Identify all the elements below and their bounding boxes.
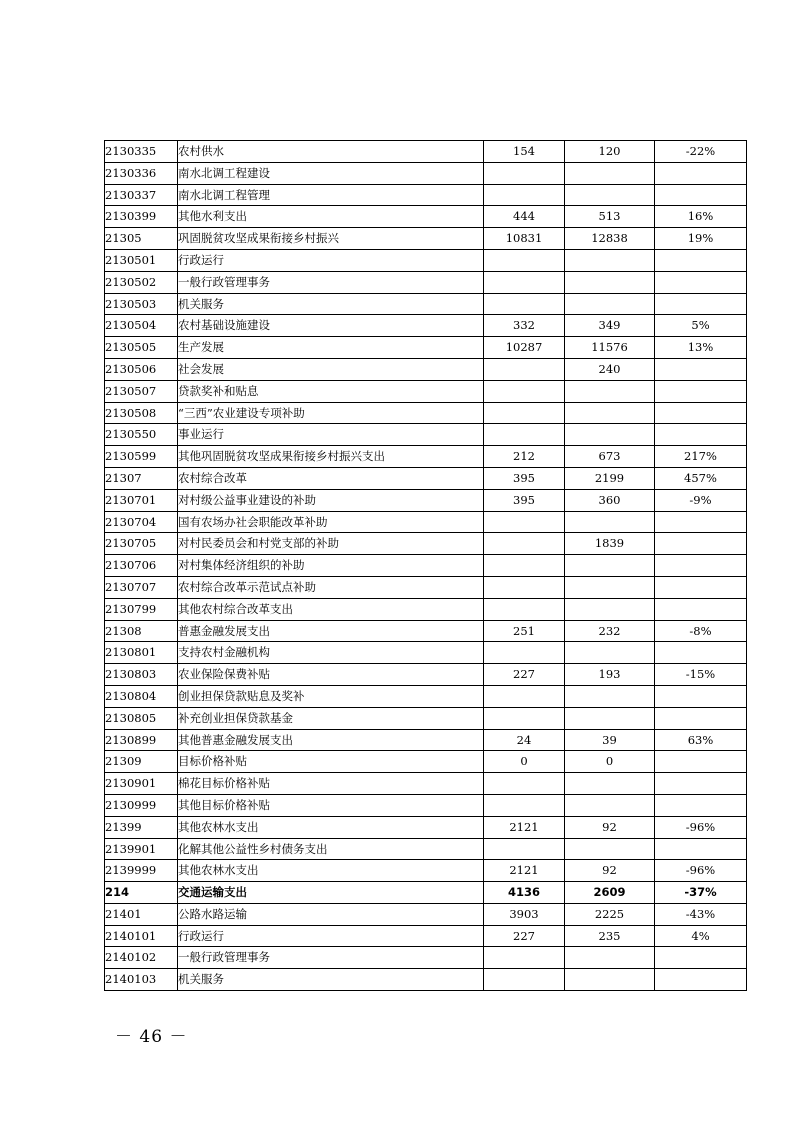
table-row <box>105 467 747 489</box>
row-change-percent <box>655 598 747 620</box>
row-value-current: 92 <box>565 860 655 882</box>
row-code: 2130804 <box>105 685 178 707</box>
row-value-prior <box>484 576 565 598</box>
table-row <box>105 337 747 359</box>
row-code: 2140101 <box>105 925 178 947</box>
row-value-current <box>565 642 655 664</box>
table-row <box>105 402 747 424</box>
row-value-current: 349 <box>565 315 655 337</box>
row-change-percent <box>655 533 747 555</box>
row-change-percent: -96% <box>655 860 747 882</box>
row-code: 2130503 <box>105 293 178 315</box>
row-name: 巩固脱贫攻坚成果衔接乡村振兴 <box>178 228 484 250</box>
row-name: 农村综合改革 <box>178 467 484 489</box>
row-value-prior <box>484 162 565 184</box>
table-row <box>105 860 747 882</box>
row-value-prior: 154 <box>484 141 565 163</box>
row-name: 其他农村综合改革支出 <box>178 598 484 620</box>
row-change-percent <box>655 751 747 773</box>
table-row <box>105 533 747 555</box>
row-change-percent <box>655 576 747 598</box>
row-change-percent: 63% <box>655 729 747 751</box>
row-value-current: 513 <box>565 206 655 228</box>
row-name: 其他农林水支出 <box>178 816 484 838</box>
row-value-prior: 3903 <box>484 903 565 925</box>
page-number: － 46 － <box>115 1027 188 1047</box>
row-code: 2130502 <box>105 271 178 293</box>
row-change-percent: 457% <box>655 467 747 489</box>
row-value-current: 193 <box>565 664 655 686</box>
table-row <box>105 620 747 642</box>
row-value-current <box>565 511 655 533</box>
row-value-current <box>565 271 655 293</box>
row-value-current <box>565 598 655 620</box>
row-name: 贷款奖补和贴息 <box>178 380 484 402</box>
row-code: 2130901 <box>105 773 178 795</box>
row-value-prior: 332 <box>484 315 565 337</box>
row-value-current: 12838 <box>565 228 655 250</box>
row-code: 2130504 <box>105 315 178 337</box>
row-value-current <box>565 969 655 991</box>
row-change-percent <box>655 358 747 380</box>
row-change-percent: 16% <box>655 206 747 228</box>
row-value-prior <box>484 402 565 424</box>
row-value-current: 232 <box>565 620 655 642</box>
row-change-percent <box>655 642 747 664</box>
row-name: 机关服务 <box>178 969 484 991</box>
row-name: 补充创业担保贷款基金 <box>178 707 484 729</box>
row-value-current: 2199 <box>565 467 655 489</box>
row-value-prior: 395 <box>484 489 565 511</box>
row-name: 农村基础设施建设 <box>178 315 484 337</box>
table-row <box>105 903 747 925</box>
row-change-percent <box>655 794 747 816</box>
table-row <box>105 555 747 577</box>
row-name: 交通运输支出 <box>178 882 484 904</box>
row-name: 机关服务 <box>178 293 484 315</box>
row-name: 农村供水 <box>178 141 484 163</box>
row-code: 2130507 <box>105 380 178 402</box>
row-name: 化解其他公益性乡村债务支出 <box>178 838 484 860</box>
row-code: 2140102 <box>105 947 178 969</box>
row-value-prior <box>484 184 565 206</box>
table-row <box>105 380 747 402</box>
row-value-prior <box>484 838 565 860</box>
row-code: 21399 <box>105 816 178 838</box>
row-code: 2130337 <box>105 184 178 206</box>
table-row <box>105 729 747 751</box>
row-name: 一般行政管理事务 <box>178 271 484 293</box>
row-name: 其他巩固脱贫攻坚成果衔接乡村振兴支出 <box>178 446 484 468</box>
row-value-prior: 227 <box>484 925 565 947</box>
row-value-prior <box>484 271 565 293</box>
row-change-percent: 4% <box>655 925 747 947</box>
row-name: 支持农村金融机构 <box>178 642 484 664</box>
row-code: 2130805 <box>105 707 178 729</box>
row-name: “三西”农业建设专项补助 <box>178 402 484 424</box>
row-value-current <box>565 576 655 598</box>
row-name: 事业运行 <box>178 424 484 446</box>
table-body <box>105 141 747 991</box>
table-row <box>105 838 747 860</box>
row-value-current: 235 <box>565 925 655 947</box>
table-row <box>105 206 747 228</box>
table-row <box>105 315 747 337</box>
row-value-prior <box>484 511 565 533</box>
row-value-prior: 0 <box>484 751 565 773</box>
row-value-prior: 395 <box>484 467 565 489</box>
row-change-percent <box>655 969 747 991</box>
table-row <box>105 228 747 250</box>
row-value-prior <box>484 293 565 315</box>
row-change-percent: -22% <box>655 141 747 163</box>
row-name: 行政运行 <box>178 249 484 271</box>
table-row <box>105 794 747 816</box>
row-name: 普惠金融发展支出 <box>178 620 484 642</box>
row-change-percent <box>655 162 747 184</box>
row-value-prior: 10831 <box>484 228 565 250</box>
row-code: 2130899 <box>105 729 178 751</box>
row-value-current: 360 <box>565 489 655 511</box>
row-value-current: 2225 <box>565 903 655 925</box>
row-name: 南水北调工程管理 <box>178 184 484 206</box>
row-name: 国有农场办社会职能改革补助 <box>178 511 484 533</box>
table-row <box>105 424 747 446</box>
table-row <box>105 773 747 795</box>
row-code: 2130704 <box>105 511 178 533</box>
row-change-percent: -43% <box>655 903 747 925</box>
table-row <box>105 707 747 729</box>
table-row <box>105 969 747 991</box>
row-value-prior <box>484 249 565 271</box>
row-value-current <box>565 402 655 424</box>
row-change-percent <box>655 184 747 206</box>
row-change-percent: -96% <box>655 816 747 838</box>
row-value-prior <box>484 533 565 555</box>
row-value-current: 2609 <box>565 882 655 904</box>
table-row <box>105 642 747 664</box>
row-value-prior <box>484 969 565 991</box>
row-code: 2130336 <box>105 162 178 184</box>
row-code: 2139999 <box>105 860 178 882</box>
row-change-percent <box>655 424 747 446</box>
row-change-percent <box>655 685 747 707</box>
table-row <box>105 489 747 511</box>
row-name: 创业担保贷款贴息及奖补 <box>178 685 484 707</box>
row-value-current <box>565 293 655 315</box>
row-name: 南水北调工程建设 <box>178 162 484 184</box>
row-value-current <box>565 773 655 795</box>
row-code: 2139901 <box>105 838 178 860</box>
row-code: 2130550 <box>105 424 178 446</box>
row-name: 目标价格补贴 <box>178 751 484 773</box>
table-row <box>105 664 747 686</box>
table-row <box>105 358 747 380</box>
row-value-current <box>565 380 655 402</box>
row-name: 对村民委员会和村党支部的补助 <box>178 533 484 555</box>
row-value-current <box>565 794 655 816</box>
table-row <box>105 816 747 838</box>
row-code: 2130799 <box>105 598 178 620</box>
row-name: 农业保险保费补贴 <box>178 664 484 686</box>
row-change-percent: -8% <box>655 620 747 642</box>
row-name: 对村集体经济组织的补助 <box>178 555 484 577</box>
row-value-prior: 24 <box>484 729 565 751</box>
row-code: 2130399 <box>105 206 178 228</box>
row-name: 棉花目标价格补贴 <box>178 773 484 795</box>
row-value-prior <box>484 707 565 729</box>
row-change-percent <box>655 838 747 860</box>
row-value-prior <box>484 380 565 402</box>
row-name: 一般行政管理事务 <box>178 947 484 969</box>
row-change-percent <box>655 293 747 315</box>
row-value-current: 0 <box>565 751 655 773</box>
row-name: 其他普惠金融发展支出 <box>178 729 484 751</box>
row-code: 21307 <box>105 467 178 489</box>
row-value-prior: 444 <box>484 206 565 228</box>
row-value-current <box>565 838 655 860</box>
row-change-percent <box>655 271 747 293</box>
row-code: 2130999 <box>105 794 178 816</box>
row-code: 2130701 <box>105 489 178 511</box>
row-value-prior <box>484 358 565 380</box>
row-change-percent: -9% <box>655 489 747 511</box>
row-code: 2130501 <box>105 249 178 271</box>
row-value-current <box>565 685 655 707</box>
table-row <box>105 293 747 315</box>
row-name: 农村综合改革示范试点补助 <box>178 576 484 598</box>
row-code: 21309 <box>105 751 178 773</box>
row-code: 21305 <box>105 228 178 250</box>
row-value-current: 240 <box>565 358 655 380</box>
row-name: 其他农林水支出 <box>178 860 484 882</box>
row-value-prior <box>484 685 565 707</box>
table-row <box>105 249 747 271</box>
row-value-prior <box>484 642 565 664</box>
row-value-prior <box>484 598 565 620</box>
row-value-prior: 4136 <box>484 882 565 904</box>
row-value-current <box>565 947 655 969</box>
row-code: 2130506 <box>105 358 178 380</box>
table-row <box>105 271 747 293</box>
row-code: 2130508 <box>105 402 178 424</box>
row-name: 对村级公益事业建设的补助 <box>178 489 484 511</box>
table-row <box>105 162 747 184</box>
row-change-percent: 13% <box>655 337 747 359</box>
row-code: 21308 <box>105 620 178 642</box>
row-name: 生产发展 <box>178 337 484 359</box>
row-value-current <box>565 555 655 577</box>
table-row <box>105 141 747 163</box>
row-change-percent: -15% <box>655 664 747 686</box>
row-code: 2130705 <box>105 533 178 555</box>
table-row <box>105 184 747 206</box>
table-row <box>105 947 747 969</box>
row-change-percent: 5% <box>655 315 747 337</box>
row-value-current: 39 <box>565 729 655 751</box>
budget-table <box>104 140 747 991</box>
row-value-prior <box>484 555 565 577</box>
table-row <box>105 882 747 904</box>
row-code: 2130803 <box>105 664 178 686</box>
table-row <box>105 446 747 468</box>
row-code: 2130335 <box>105 141 178 163</box>
row-value-prior <box>484 773 565 795</box>
row-change-percent <box>655 402 747 424</box>
row-change-percent <box>655 707 747 729</box>
row-value-prior: 2121 <box>484 816 565 838</box>
row-value-current: 673 <box>565 446 655 468</box>
table-row <box>105 685 747 707</box>
row-code: 214 <box>105 882 178 904</box>
row-value-prior: 212 <box>484 446 565 468</box>
row-code: 2130599 <box>105 446 178 468</box>
row-value-prior: 10287 <box>484 337 565 359</box>
row-code: 2140103 <box>105 969 178 991</box>
row-name: 公路水路运输 <box>178 903 484 925</box>
row-change-percent: -37% <box>655 882 747 904</box>
row-value-prior <box>484 424 565 446</box>
table-row <box>105 576 747 598</box>
row-change-percent <box>655 773 747 795</box>
row-name: 其他目标价格补贴 <box>178 794 484 816</box>
row-value-current: 92 <box>565 816 655 838</box>
table-row <box>105 511 747 533</box>
table-row <box>105 925 747 947</box>
row-name: 其他水利支出 <box>178 206 484 228</box>
table-row <box>105 598 747 620</box>
row-change-percent <box>655 947 747 969</box>
row-change-percent: 19% <box>655 228 747 250</box>
row-change-percent: 217% <box>655 446 747 468</box>
row-code: 21401 <box>105 903 178 925</box>
row-value-prior <box>484 794 565 816</box>
row-value-prior: 2121 <box>484 860 565 882</box>
row-value-prior: 251 <box>484 620 565 642</box>
row-value-current <box>565 707 655 729</box>
row-code: 2130707 <box>105 576 178 598</box>
table-row <box>105 751 747 773</box>
row-value-current: 1839 <box>565 533 655 555</box>
row-name: 社会发展 <box>178 358 484 380</box>
row-change-percent <box>655 380 747 402</box>
row-code: 2130706 <box>105 555 178 577</box>
row-value-prior: 227 <box>484 664 565 686</box>
row-value-prior <box>484 947 565 969</box>
row-value-current <box>565 162 655 184</box>
row-code: 2130505 <box>105 337 178 359</box>
row-value-current <box>565 424 655 446</box>
row-value-current: 11576 <box>565 337 655 359</box>
row-value-current: 120 <box>565 141 655 163</box>
row-change-percent <box>655 511 747 533</box>
row-value-current <box>565 249 655 271</box>
row-value-current <box>565 184 655 206</box>
row-name: 行政运行 <box>178 925 484 947</box>
row-change-percent <box>655 249 747 271</box>
row-change-percent <box>655 555 747 577</box>
row-code: 2130801 <box>105 642 178 664</box>
